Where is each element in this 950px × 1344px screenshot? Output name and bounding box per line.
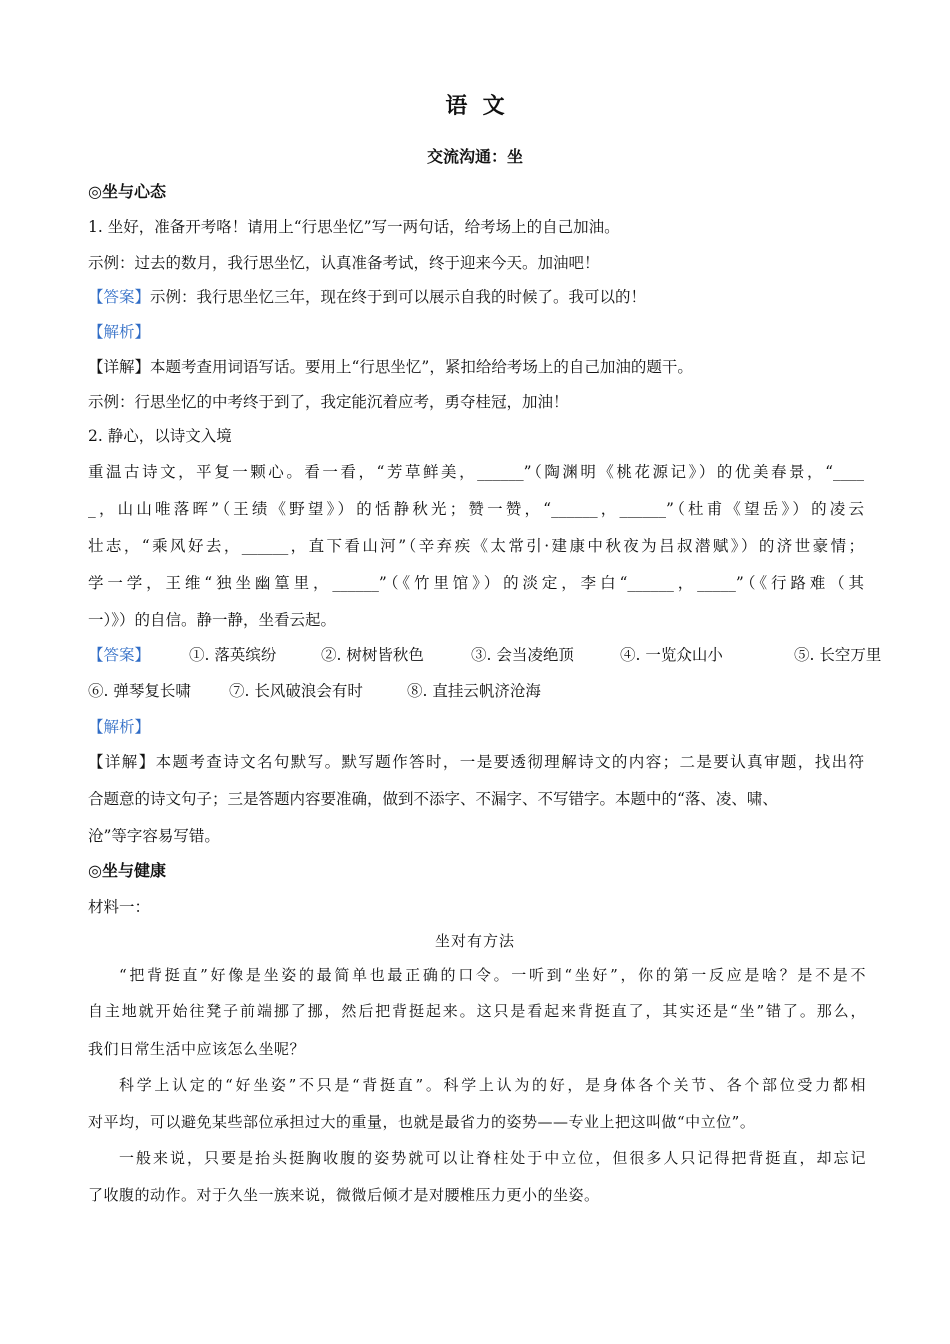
material-paragraph-line: 我们日常生活中应该怎么坐呢？ [88,1040,306,1058]
material-paragraph-line: 了收腹的动作。对于久坐一族来说，微微后倾才是对腰椎压力更小的坐姿。 [88,1186,600,1204]
material-label: 材料一： [88,898,151,916]
q1-answer [88,286,864,308]
material-paragraph-line: 一般来说，只要是抬头挺胸收腹的姿势就可以让脊柱处于中立位，但很多人只记得把背挺直，却忘记 [119,1149,866,1167]
material-title: 坐对有方法 [434,932,515,950]
answer-tag: 【答案】 [88,646,151,664]
answer-item: ①. 落英缤纷 [189,646,277,664]
q2-body-line: 一）》）的自信。静一静，坐看云起。 [88,611,337,629]
q2-detail-line: 沧”等字容易写错。 [88,827,220,845]
answer-item: ⑦. 长风破浪会有时 [229,682,363,700]
section-heading-health: ◎坐与健康 [88,861,166,880]
q1-detail-example: 示例：行思坐忆的中考终于到了，我定能沉着应考，勇夺桂冠，加油！ [88,393,569,411]
material-paragraph-line: 科学上认定的“好坐姿”不只是“背挺直”。科学上认为的好，是身体各个关节、各个部位受力都相 [119,1076,866,1094]
q2-question: 2. 静心，以诗文入境 [88,427,232,445]
q1-question: 1. 坐好，准备开考咯！请用上“行思坐忆”写一两句话，给考场上的自己加油。 [88,218,620,236]
answer-item: ④. 一览众山小 [620,646,723,664]
q1-example: 示例：过去的数月，我行思坐忆，认真准备考试，终于迎来今天。加油吧！ [88,254,600,272]
material-paragraph-line: “把背挺直”好像是坐姿的最简单也最正确的口令。一听到“坐好”，你的第一反应是啥？是不是不 [119,966,866,984]
page-subtitle: 交流沟通：坐 [426,147,523,166]
q2-body-line: 重温古诗文，平复一颗心。看一看，“芳草鲜美，______”（陶渊明《桃花源记》）的优美春景，“____ [88,463,864,481]
q2-body-line: 壮志，“乘风好去，______，直下看山河”（辛弃疾《太常引·建康中秋夜为吕叔潜赋》）的济世豪情； [88,537,864,555]
material-paragraph-line: 自主地就开始往凳子前端挪了挪，然后把背挺起来。这只是看起来背挺直了，其实还是“坐”错了。那么， [88,1002,866,1020]
section-heading-mindset: ◎坐与心态 [88,182,166,201]
q2-detail-line: 【详解】本题考查诗文名句默写。默写题作答时，一是要透彻理解诗文的内容；二是要认真审题，找出符 [88,753,864,771]
answer-text: 示例：我行思坐忆三年，现在终于到可以展示自我的时候了。我可以的！ [150,288,647,306]
q2-analysis-tag: 【解析】 [88,718,151,736]
answer-item: ③. 会当凌绝顶 [471,646,574,664]
material-paragraph-line: 对平均，可以避免某些部位承担过大的重量，也就是最省力的姿势——专业上把这叫做“中立位”。 [88,1113,756,1131]
q2-answers-row-1 [88,644,882,666]
q2-body-line: 学一学，王维“独坐幽篁里，______”（《竹里馆》）的淡定，李白“______，_____”（《行路难（其 [88,574,864,592]
q1-analysis-tag: 【解析】 [88,323,151,341]
answer-tag: 【答案】 [88,288,151,306]
q2-detail-line: 合题意的诗文句子；三是答题内容要准确，做到不添字、不漏字、不写错字。本题中的“落、凌、啸、 [88,790,778,808]
q2-body-line: _，山山唯落晖”（王绩《野望》）的恬静秋光；赞一赞，“______，______”（杜甫《望岳》）的凌云 [88,500,864,518]
answer-item: ⑧. 直挂云帆济沧海 [407,682,541,700]
answer-item: ⑥. 弹琴复长啸 [88,682,191,700]
q1-detail: 【详解】本题考查用词语写话。要用上“行思坐忆”，紧扣给给考场上的自己加油的题干。 [88,358,693,376]
answer-item: ⑤. 长空万里 [794,646,882,664]
answer-item: ②. 树树皆秋色 [321,646,424,664]
q2-answers-row-2 [88,680,864,702]
page-title: 语 文 [445,93,505,119]
